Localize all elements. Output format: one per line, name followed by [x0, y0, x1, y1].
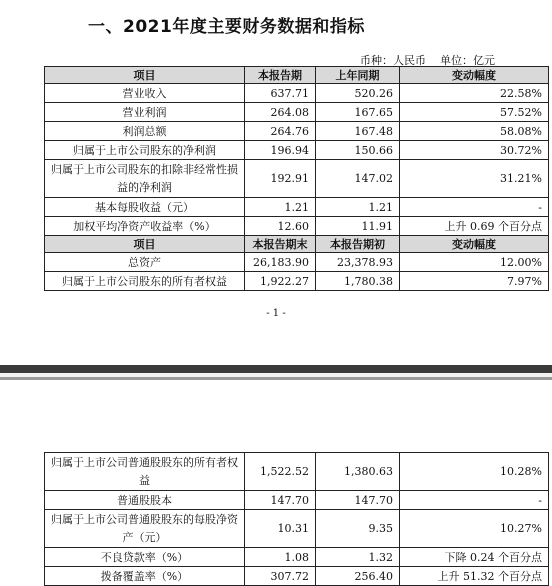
row-label: 拨备覆盖率（%）: [45, 567, 245, 586]
current-period-value: 264.08: [245, 103, 316, 122]
change-value: -: [400, 491, 549, 510]
currency-label: 币种：人民币: [360, 54, 426, 67]
period-end-value: 1,922.27: [245, 272, 316, 291]
current-period-value: 196.94: [245, 141, 316, 160]
period-end-value: 1.08: [245, 548, 316, 567]
period-start-value: 1.32: [316, 548, 400, 567]
row-label: 营业收入: [45, 84, 245, 103]
period-end-value: 307.72: [245, 567, 316, 586]
row-label: 基本每股收益（元）: [45, 198, 245, 217]
table-row: [45, 198, 549, 217]
row-label: 归属于上市公司股东的净利润: [45, 141, 245, 160]
prior-period-value: 147.02: [316, 160, 400, 198]
change-value: -: [400, 198, 549, 217]
change-value: 下降 0.24 个百分点: [400, 548, 549, 567]
row-label: 不良贷款率（%）: [45, 548, 245, 567]
prior-period-value: 150.66: [316, 141, 400, 160]
section-heading: 一、2021年度主要财务数据和指标: [88, 17, 365, 37]
change-value: 57.52%: [400, 103, 549, 122]
change-value: 7.97%: [400, 272, 549, 291]
financial-table-page2: [44, 452, 549, 586]
unit-label: 单位：亿元: [440, 54, 495, 67]
period-end-value: 26,183.90: [245, 253, 316, 272]
prior-period-value: 520.26: [316, 84, 400, 103]
header-cell: 项目: [45, 67, 245, 84]
period-start-value: 9.35: [316, 510, 400, 548]
change-value: 22.58%: [400, 84, 549, 103]
table-header-row: [45, 67, 549, 84]
row-label: 归属于上市公司普通股股东的所有者权益: [45, 453, 245, 491]
prior-period-value: 167.65: [316, 103, 400, 122]
header-cell: 本报告期初: [316, 236, 400, 253]
header-cell: 项目: [45, 236, 245, 253]
period-start-value: 147.70: [316, 491, 400, 510]
current-period-value: 264.76: [245, 122, 316, 141]
header-cell: 变动幅度: [400, 67, 549, 84]
row-label: 营业利润: [45, 103, 245, 122]
period-end-value: 1,522.52: [245, 453, 316, 491]
page-number: - 1 -: [266, 308, 286, 319]
current-period-value: 12.60: [245, 217, 316, 236]
change-value: 10.27%: [400, 510, 549, 548]
table-row: [45, 141, 549, 160]
table-row: [45, 272, 549, 291]
period-start-value: 1,380.63: [316, 453, 400, 491]
table-row: [45, 84, 549, 103]
header-cell: 本报告期: [245, 67, 316, 84]
current-period-value: 192.91: [245, 160, 316, 198]
row-label: 加权平均净资产收益率（%）: [45, 217, 245, 236]
row-label: 归属于上市公司股东的所有者权益: [45, 272, 245, 291]
page-separator: [0, 365, 552, 373]
period-end-value: 10.31: [245, 510, 316, 548]
table-row: [45, 548, 549, 567]
table-row: [45, 122, 549, 141]
prior-period-value: 1.21: [316, 198, 400, 217]
table-row: [45, 453, 549, 491]
period-start-value: 23,378.93: [316, 253, 400, 272]
table-row: [45, 160, 549, 198]
table-row: [45, 103, 549, 122]
prior-period-value: 167.48: [316, 122, 400, 141]
page-separator-shadow: [0, 377, 552, 380]
prior-period-value: 11.91: [316, 217, 400, 236]
row-label: 总资产: [45, 253, 245, 272]
change-value: 12.00%: [400, 253, 549, 272]
period-start-value: 1,780.38: [316, 272, 400, 291]
row-label: 普通股股本: [45, 491, 245, 510]
change-value: 58.08%: [400, 122, 549, 141]
row-label: 归属于上市公司股东的扣除非经常性损益的净利润: [45, 160, 245, 198]
header-cell: 本报告期末: [245, 236, 316, 253]
row-label: 利润总额: [45, 122, 245, 141]
table-header-row: [45, 236, 549, 253]
row-label: 归属于上市公司普通股股东的每股净资产（元）: [45, 510, 245, 548]
table-row: [45, 491, 549, 510]
current-period-value: 637.71: [245, 84, 316, 103]
current-period-value: 1.21: [245, 198, 316, 217]
header-cell: 变动幅度: [400, 236, 549, 253]
change-value: 10.28%: [400, 453, 549, 491]
table-row: [45, 217, 549, 236]
period-start-value: 256.40: [316, 567, 400, 586]
financial-table-page1: [44, 66, 549, 291]
change-value: 上升 51.32 个百分点: [400, 567, 549, 586]
change-value: 上升 0.69 个百分点: [400, 217, 549, 236]
table-row: [45, 510, 549, 548]
period-end-value: 147.70: [245, 491, 316, 510]
header-cell: 上年同期: [316, 67, 400, 84]
table-row: [45, 253, 549, 272]
change-value: 31.21%: [400, 160, 549, 198]
change-value: 30.72%: [400, 141, 549, 160]
